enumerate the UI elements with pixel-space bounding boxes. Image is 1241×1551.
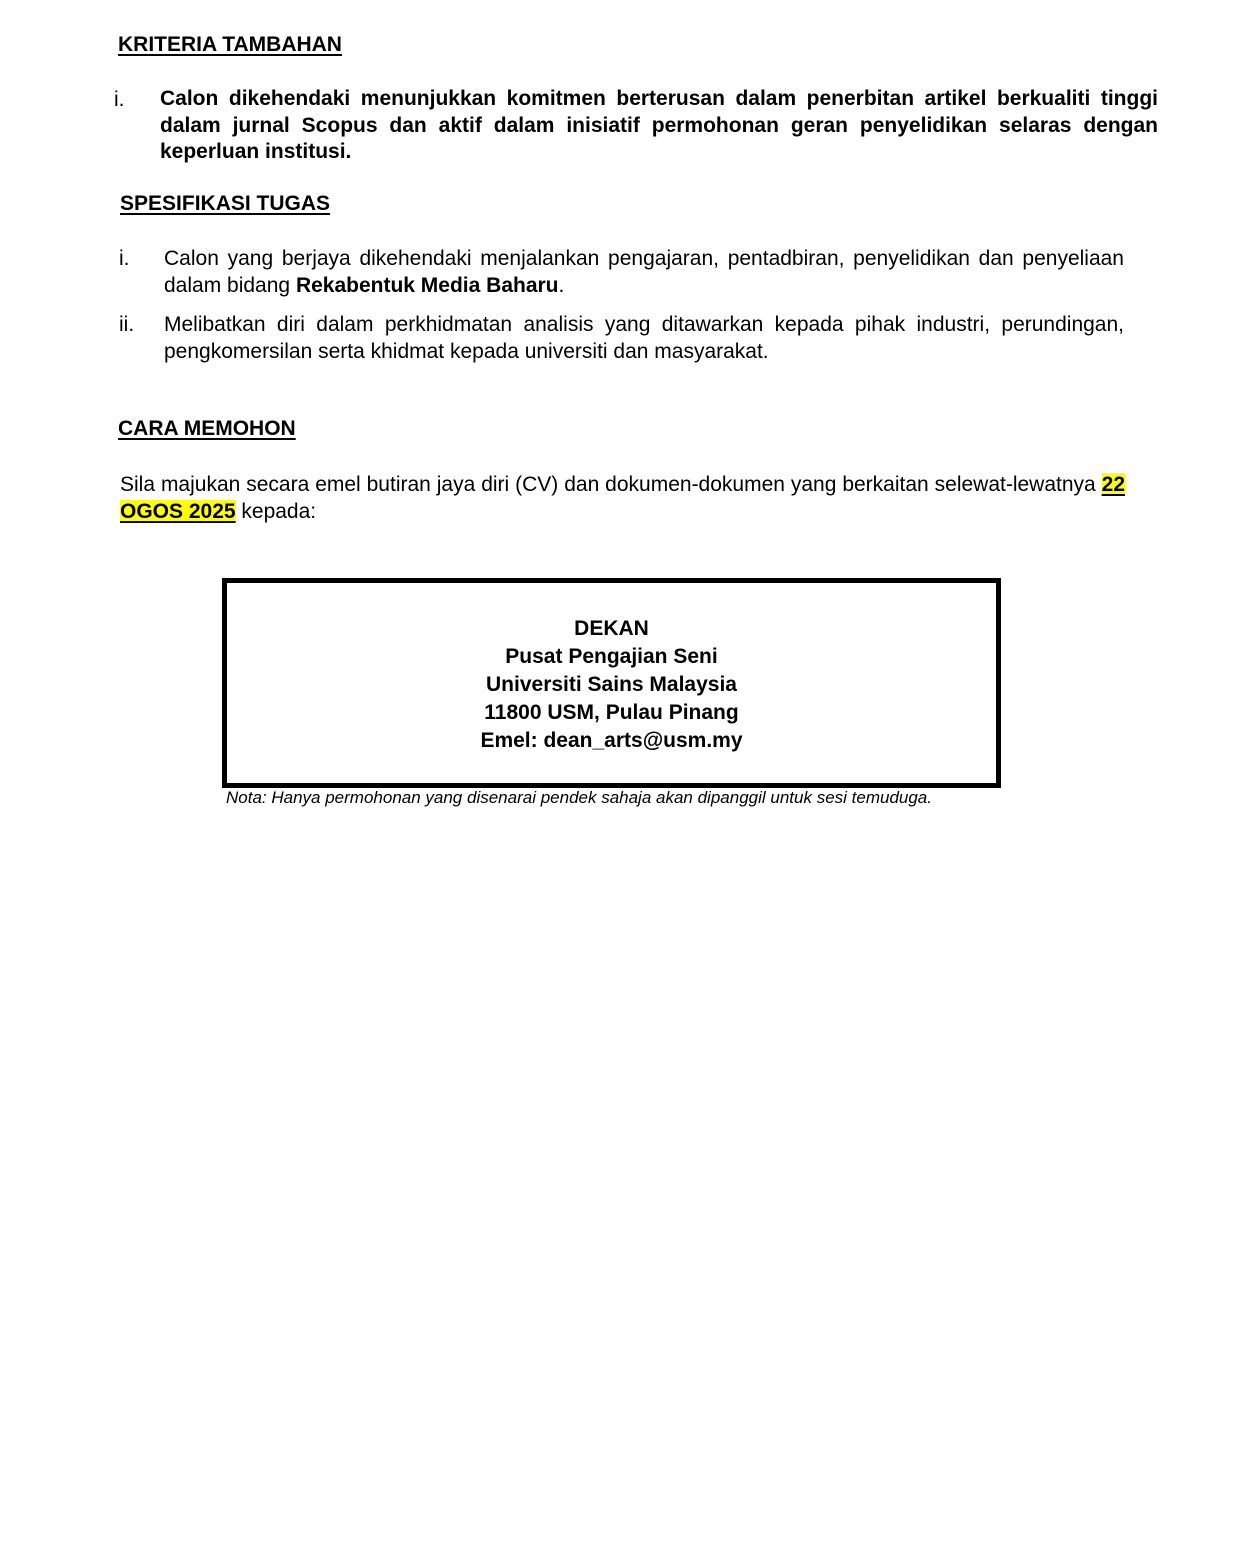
spesifikasi-item-text-end: . [558,274,565,297]
kriteria-item-number: i. [114,88,125,111]
address-line-school: Pusat Pengajian Seni [505,645,718,668]
note-text: Nota: Hanya permohonan yang disenarai pendek sahaja akan dipanggil untuk sesi temuduga. [226,788,932,807]
address-lines [227,615,996,755]
spesifikasi-item-text-plain: Calon yang berjaya dikehendaki menjalankan pengajaran, pentadbiran, penyelidikan dan penyeliaan dalam bidang [164,247,1124,297]
address-line-email: Emel: dean_arts@usm.my [480,729,743,752]
cara-text: Sila majukan secara emel butiran jaya diri (CV) dan dokumen-dokumen yang berkaitan selewat-lewatnya [120,473,1102,496]
cara-text-end: kepada: [235,500,317,523]
spesifikasi-item-text [164,245,1124,299]
deadline-highlight: 22 OGOS 2025 [120,473,1125,523]
address-line-title: DEKAN [574,617,649,640]
spesifikasi-heading: SPESIFIKASI TUGAS [120,192,331,215]
spesifikasi-item-text: Melibatkan diri dalam perkhidmatan analisis yang ditawarkan kepada pihak industri, perundingan, pengkomersilan serta khidmat kepada universiti dan masyarakat. [164,313,1124,363]
address-box [222,578,1001,788]
cara-paragraph [120,471,1125,525]
kriteria-heading: KRITERIA TAMBAHAN [118,33,342,56]
address-line-university: Universiti Sains Malaysia [486,673,737,696]
field-name: Rekabentuk Media Baharu [295,274,559,297]
spesifikasi-item-number: ii. [119,313,135,336]
spesifikasi-item-number: i. [119,247,130,270]
kriteria-item-text: Calon dikehendaki menunjukkan komitmen berterusan dalam penerbitan artikel berkualiti tinggi dalam jurnal Scopus dan aktif dalam inisiatif permohonan geran penyelidikan selaras dengan keperluan institusi. [160,87,1158,163]
cara-heading: CARA MEMOHON [118,417,296,440]
address-line-postcode: 11800 USM, Pulau Pinang [484,701,739,724]
